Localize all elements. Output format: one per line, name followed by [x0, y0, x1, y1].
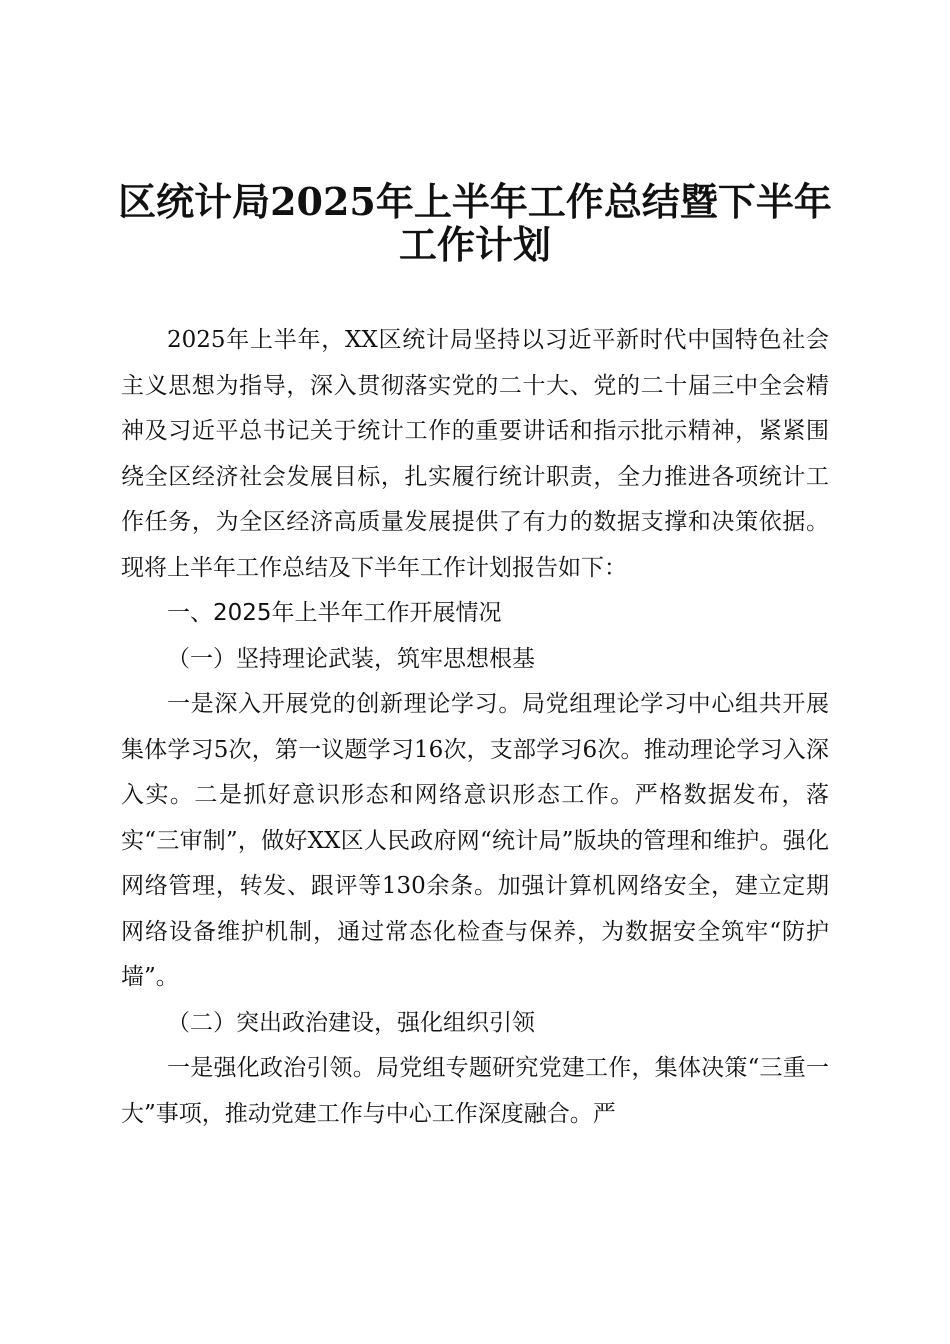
- section-heading-1: 一、2025年上半年工作开展情况: [167, 600, 502, 626]
- document-body: [121, 318, 829, 1137]
- intro-paragraph: 2025年上半年，XX区统计局坚持以习近平新时代中国特色社会主义思想为指导，深入贯彻落实党的二十大、党的二十届三中全会精神及习近平总书记关于统计工作的重要讲话和指示批示精神，紧紧围绕全区经济社会发展目标，扎实履行统计职责，全力推进各项统计工作任务，为全区经济高质量发展提供了有力的数据支撑和决策依据。现将上半年工作总结及下半年工作计划报告如下：: [121, 327, 829, 581]
- subsection-2-paragraph: 一是强化政治引领。局党组专题研究党建工作，集体决策“三重一大”事项，推动党建工作与中心工作深度融合。严: [121, 1055, 829, 1127]
- document-title: 区统计局2025年上半年工作总结暨下半年工作计划: [118, 179, 832, 267]
- subsection-heading-1: （一）坚持理论武装，筑牢思想根基: [167, 645, 535, 672]
- subsection-heading-2: （二）突出政治建设，强化组织引领: [167, 1009, 535, 1036]
- subsection-1-paragraph: 一是深入开展党的创新理论学习。局党组理论学习中心组共开展集体学习5次，第一议题学习16次，支部学习6次。推动理论学习入深入实。二是抓好意识形态和网络意识形态工作。严格数据发布，落实“三审制”，做好XX区人民政府网“统计局”版块的管理和维护。强化网络管理，转发、跟评等130余条。加强计算机网络安全，建立定期网络设备维护机制，通过常态化检查与保养，为数据安全筑牢“防护墙”。: [121, 691, 829, 990]
